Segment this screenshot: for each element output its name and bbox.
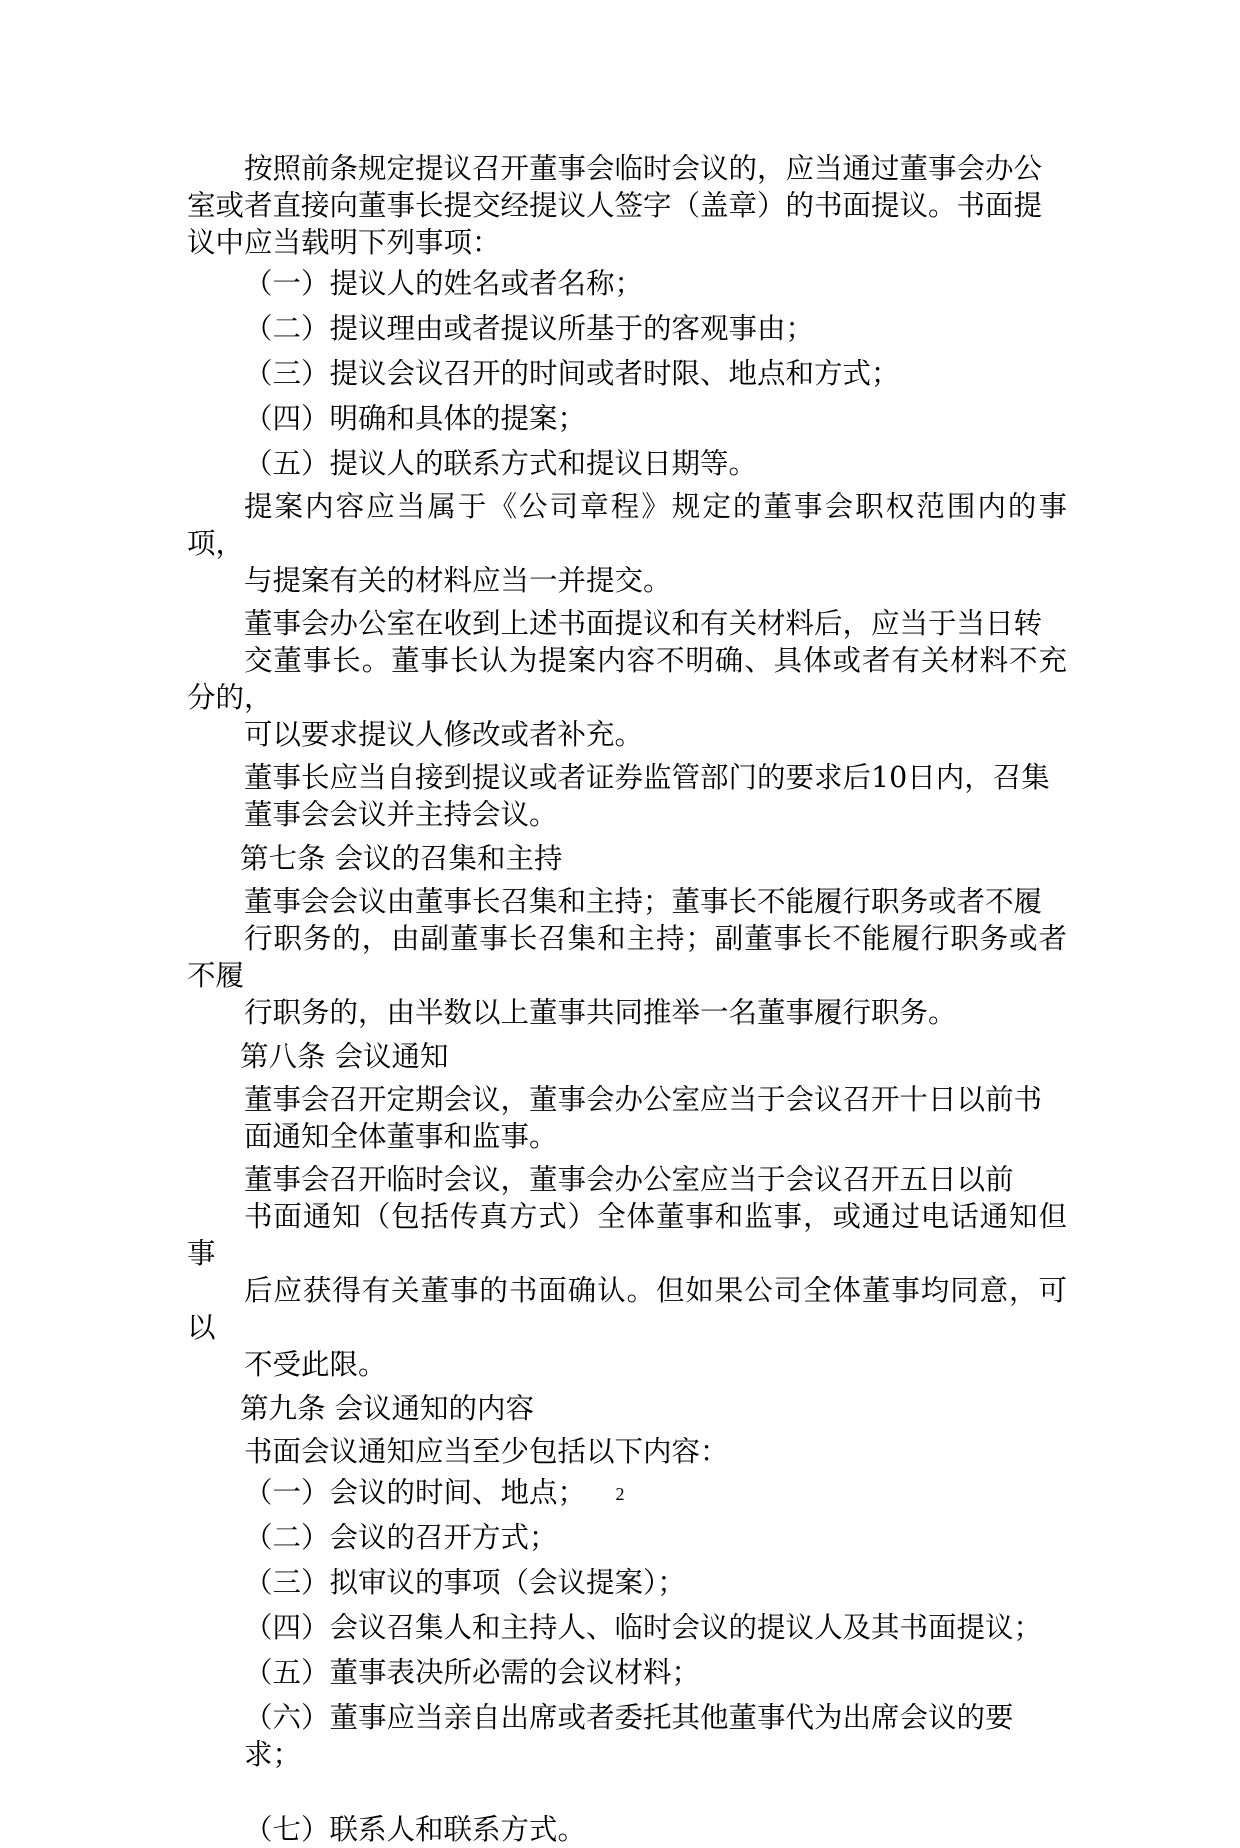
article-7-body: 董事会会议由董事长召集和主持；董事长不能履行职务或者不履 行职务的，由副董事长召集和主持；副董事长不能履行职务或者不履 行职务的，由半数以上董事共同推举一名董事履行职务。 xyxy=(187,885,1067,1029)
article-8-heading: 第八条 会议通知 xyxy=(240,1040,449,1073)
list-item: （二）提议理由或者提议所基于的客观事由； xyxy=(244,312,815,345)
list-item: （四）明确和具体的提案； xyxy=(244,402,587,435)
list-item: （六）董事应当亲自出席或者委托其他董事代为出席会议的要求； xyxy=(244,1701,1014,1771)
list-item: （五）提议人的联系方式和提议日期等。 xyxy=(244,447,758,480)
paragraph-office-forwarding: 董事会办公室在收到上述书面提议和有关材料后，应当于当日转 交董事长。董事长认为提案内容不明确、具体或者有关材料不充分的， 可以要求提议人修改或者补充。 xyxy=(187,607,1067,751)
list-item: （二）会议的召开方式； xyxy=(244,1521,558,1554)
list-item: （一）会议的时间、地点； xyxy=(244,1476,587,1509)
article-8-interim-meeting: 董事会召开临时会议，董事会办公室应当于会议召开五日以前 书面通知（包括传真方式）全体董事和监事，或通过电话通知但事 后应获得有关董事的书面确认。但如果公司全体董事均同意，可以 不受此限。 xyxy=(187,1163,1067,1381)
article-7-heading: 第七条 会议的召集和主持 xyxy=(240,842,563,875)
list-item: （一）提议人的姓名或者名称； xyxy=(244,267,644,300)
list-item: （五）董事表决所必需的会议材料； xyxy=(244,1656,701,1689)
article-9-heading: 第九条 会议通知的内容 xyxy=(240,1392,535,1425)
article-8-regular-meeting: 董事会召开定期会议，董事会办公室应当于会议召开十日以前书 面通知全体董事和监事。 xyxy=(244,1083,1043,1153)
list-item: （三）拟审议的事项（会议提案）； xyxy=(244,1566,686,1599)
document-body xyxy=(187,150,1067,1848)
page-number: 2 xyxy=(615,1484,625,1504)
paragraph-chair-convening: 董事长应当自接到提议或者证券监管部门的要求后10日内，召集 董事会会议并主持会议。 xyxy=(244,761,1050,831)
list-item: （四）会议召集人和主持人、临时会议的提议人及其书面提议； xyxy=(244,1611,1043,1644)
paragraph-proposal-submission: 按照前条规定提议召开董事会临时会议的，应当通过董事会办公 室或者直接向董事长提交经提议人签字（盖章）的书面提议。书面提 议中应当载明下列事项： xyxy=(187,152,1043,259)
list-item: （三）提议会议召开的时间或者时限、地点和方式； xyxy=(244,357,900,390)
article-9-intro: 书面会议通知应当至少包括以下内容： xyxy=(244,1435,729,1468)
paragraph-proposal-scope: 提案内容应当属于《公司章程》规定的董事会职权范围内的事项， 与提案有关的材料应当一并提交。 xyxy=(187,490,1067,597)
list-item: （七）联系人和联系方式。 xyxy=(244,1813,587,1846)
